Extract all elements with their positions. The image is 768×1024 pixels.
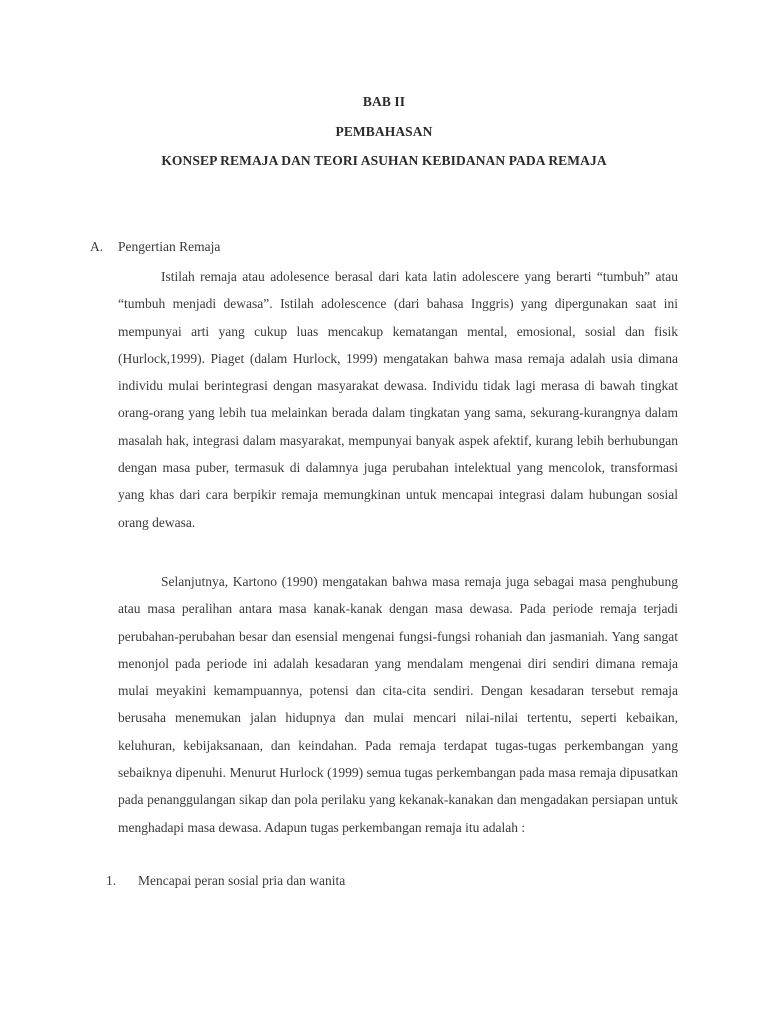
paragraph: Istilah remaja atau adolesence berasal dari kata latin adolescere yang berarti “tumbuh” atau “tumbuh menjadi dewasa”. Istilah adolescence (dari bahasa Inggris) yang dipergunakan saat ini mempunyai arti yang cukup luas mencakup kematangan mental, emosional, sosial dan fisik (Hurlock,1999). Piaget (dalam Hurlock, 1999) mengatakan bahwa masa remaja adalah usia dimana individu mulai berintegrasi dengan masyarakat dewasa. Individu tidak lagi merasa di bawah tingkat orang-orang yang lebih tua melainkan berada dalam tingkatan yang sama, sekurang-kurangnya dalam masalah hak, integrasi dalam masyarakat, mempunyai banyak aspek afektif, kurang lebih berhubungan dengan masa puber, termasuk di dalamnya juga perubahan intelektual yang mencolok, transformasi yang khas dari cara berpikir remaja memungkinan untuk mencapai integrasi dalam hubungan sosial orang dewasa. <box>118 269 678 530</box>
list-item-text: Mencapai peran sosial pria dan wanita <box>138 873 346 888</box>
chapter-title: KONSEP REMAJA DAN TEORI ASUHAN KEBIDANAN PADA REMAJA <box>161 153 607 168</box>
section-title: Pengertian Remaja <box>118 239 221 254</box>
chapter-heading: BAB II <box>362 94 406 109</box>
paragraph: Selanjutnya, Kartono (1990) mengatakan bahwa masa remaja juga sebagai masa penghubung atau masa peralihan antara masa kanak-kanak dengan masa dewasa. Pada periode remaja terjadi perubahan-perubahan besar dan esensial mengenai fungsi-fungsi rohaniah dan jasmaniah. Yang sangat menonjol pada periode ini adalah kesadaran yang mendalam mengenai diri sendiri dimana remaja mulai meyakini kemampuannya, potensi dan cita-cita sendiri. Dengan kesadaran tersebut remaja berusaha menemukan jalan hidupnya dan mulai mencari nilai-nilai tertentu, seperti kebaikan, keluhuran, kebijaksanaan, dan keindahan. Pada remaja terdapat tugas-tugas perkembangan yang sebaiknya dipenuhi. Menurut Hurlock (1999) semua tugas perkembangan pada masa remaja dipusatkan pada penanggulangan sikap dan pola perilaku yang kekanak-kanakan dan mengadakan persiapan untuk menghadapi masa dewasa. Adapun tugas perkembangan remaja itu adalah : <box>118 574 678 835</box>
list-item-number: 1. <box>106 873 117 888</box>
section-heading <box>90 239 220 255</box>
part-heading: PEMBAHASAN <box>335 124 433 139</box>
section-marker: A. <box>90 239 104 254</box>
list-item <box>106 873 345 889</box>
